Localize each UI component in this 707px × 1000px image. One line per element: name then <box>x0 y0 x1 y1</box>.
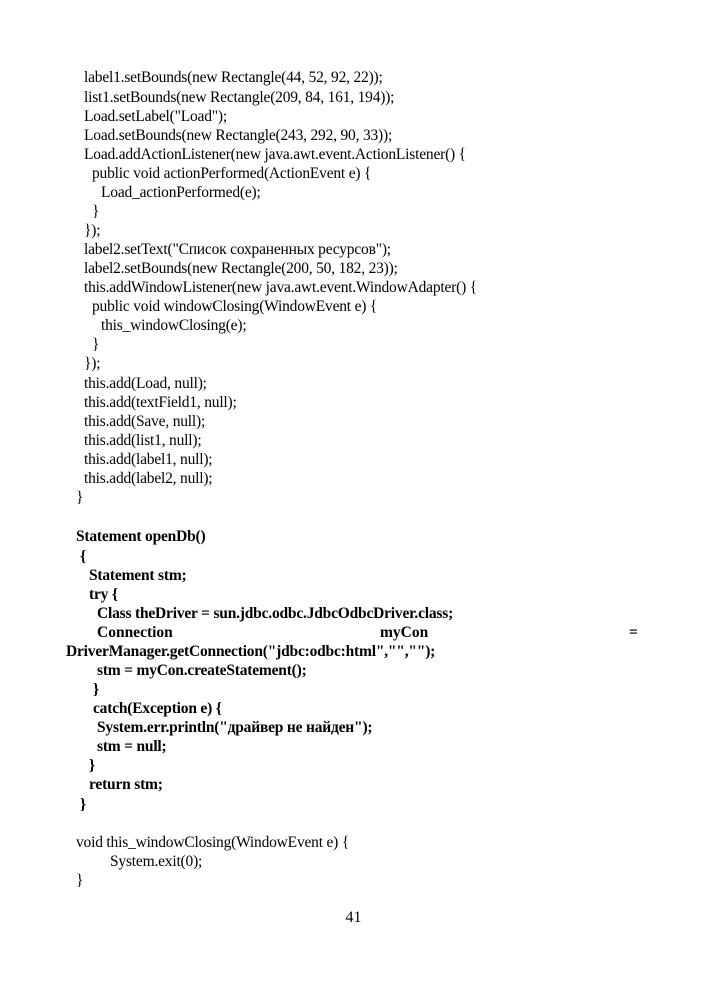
code-line-bold: stm = myCon.createStatement(); <box>97 662 307 679</box>
code-line: } <box>92 336 100 353</box>
code-line-bold: Statement stm; <box>89 567 187 584</box>
code-line: void this_windowClosing(WindowEvent e) { <box>76 834 350 851</box>
code-line: this.add(label2, null); <box>84 470 213 487</box>
code-line-bold: DriverManager.getConnection("jdbc:odbc:html","",""); <box>66 643 436 660</box>
code-line: this.add(Save, null); <box>84 413 206 430</box>
code-line: System.exit(0); <box>110 853 203 870</box>
code-line: Load_actionPerformed(e); <box>101 184 261 201</box>
code-line: label2.setBounds(new Rectangle(200, 50, 182, 23)); <box>84 260 398 277</box>
code-line-bold: System.err.println("драйвер не найден"); <box>97 719 373 736</box>
code-line: }); <box>84 355 101 372</box>
code-line-bold: return stm; <box>89 776 163 793</box>
code-line-bold: myCon <box>380 624 429 641</box>
code-line: Load.setBounds(new Rectangle(243, 292, 90, 33)); <box>84 127 393 144</box>
code-line: } <box>76 872 84 889</box>
code-line-bold: catch(Exception e) { <box>93 700 222 717</box>
code-line-bold: Statement openDb() <box>76 528 206 545</box>
code-line: public void actionPerformed(ActionEvent e) { <box>92 165 372 182</box>
code-line: Load.setLabel("Load"); <box>84 108 227 125</box>
code-line: this.add(Load, null); <box>84 375 207 392</box>
code-line: list1.setBounds(new Rectangle(209, 84, 161, 194)); <box>84 89 395 106</box>
code-line-bold: = <box>629 624 638 641</box>
code-line: this_windowClosing(e); <box>101 317 247 334</box>
code-line-bold: { <box>80 548 86 565</box>
code-line: label2.setText("Список сохраненных ресурсов"); <box>84 241 391 258</box>
code-line: this.add(label1, null); <box>84 451 213 468</box>
code-line: this.add(list1, null); <box>84 432 202 449</box>
code-line-bold: } <box>93 681 99 698</box>
code-line: Load.addActionListener(new java.awt.event.ActionListener() { <box>84 146 466 163</box>
code-line-bold: stm = null; <box>97 738 167 755</box>
code-line-bold: } <box>80 796 86 813</box>
code-line-bold: } <box>89 757 95 774</box>
code-line-bold: Connection <box>97 624 173 641</box>
code-line: this.add(textField1, null); <box>84 394 237 411</box>
code-line-bold: try { <box>89 586 118 603</box>
code-line: label1.setBounds(new Rectangle(44, 52, 92, 22)); <box>84 69 383 86</box>
code-line: } <box>76 489 84 506</box>
code-line: }); <box>84 222 101 239</box>
code-line-bold: Class theDriver = sun.jdbc.odbc.JdbcOdbcDriver.class; <box>97 605 454 622</box>
code-line: public void windowClosing(WindowEvent e) { <box>92 298 378 315</box>
page-number: 41 <box>345 909 362 926</box>
code-line: this.addWindowListener(new java.awt.event.WindowAdapter() { <box>84 279 477 296</box>
code-line: } <box>92 203 100 220</box>
